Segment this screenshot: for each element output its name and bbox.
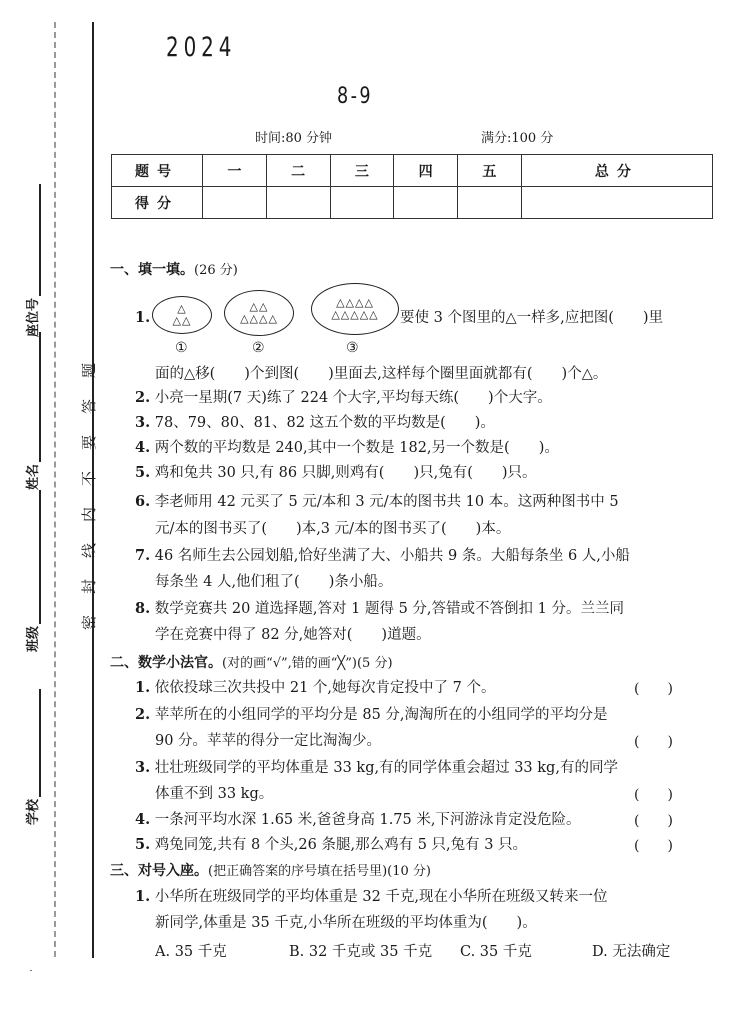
question-2-2-line-2: 90 分。苹苹的得分一定比淘淘少。 bbox=[155, 733, 382, 749]
section-2-points: (对的画“√”,错的画“╳”)(5 分) bbox=[222, 656, 393, 671]
score-table bbox=[111, 154, 713, 219]
question-1-8 bbox=[135, 599, 624, 619]
school-field[interactable] bbox=[22, 689, 41, 825]
score-cell[interactable] bbox=[203, 187, 267, 219]
q-num: 7. bbox=[135, 547, 151, 564]
seat-number-label: 座位号 bbox=[26, 297, 41, 337]
section-1-title bbox=[110, 259, 238, 279]
q-text: 李老师用 42 元买了 5 元/本和 3 元/本的图书共 10 本。这两种图书中 5 bbox=[154, 494, 619, 510]
question-1-7-line-2: 每条坐 4 人,他们租了( )条小船。 bbox=[155, 574, 393, 590]
class-field[interactable] bbox=[22, 490, 41, 652]
q-num: 1. bbox=[135, 679, 151, 696]
figure-circle-1 bbox=[152, 296, 212, 334]
option-b[interactable]: B. 32 千克或 35 千克 bbox=[289, 944, 433, 960]
answer-paren[interactable]: ( ) bbox=[634, 838, 673, 854]
score-cell[interactable] bbox=[394, 187, 458, 219]
question-1-line-1: 要使 3 个图里的△一样多,应把图( )里 bbox=[400, 310, 664, 326]
q-text: 数学竞赛共 20 道选择题,答对 1 题得 5 分,答错或不答倒扣 1 分。兰兰同 bbox=[154, 601, 624, 617]
question-1-6 bbox=[135, 492, 619, 512]
header-cell: 五 bbox=[458, 155, 522, 187]
header-cell: 一 bbox=[203, 155, 267, 187]
q-num: 6. bbox=[135, 493, 151, 510]
question-3-1-line-2: 新同学,体重是 35 千克,小华所在班级的平均体重为( )。 bbox=[155, 915, 537, 931]
school-label: 学校 bbox=[26, 798, 41, 825]
figure-circle-3 bbox=[311, 283, 399, 335]
answer-paren[interactable]: ( ) bbox=[634, 681, 673, 697]
question-1-5 bbox=[135, 463, 537, 483]
section-2-title bbox=[110, 652, 393, 672]
q-text: 苹苹所在的小组同学的平均分是 85 分,淘淘所在的小组同学的平均分是 bbox=[154, 707, 608, 723]
score-cell[interactable] bbox=[266, 187, 330, 219]
option-c[interactable]: C. 35 千克 bbox=[460, 944, 532, 960]
q-text: 78、79、80、81、82 这五个数的平均数是( )。 bbox=[154, 415, 495, 431]
score-table-header-row bbox=[112, 155, 713, 187]
question-1-7 bbox=[135, 546, 630, 566]
q-num: 1. bbox=[135, 888, 151, 905]
q-num: 5. bbox=[135, 464, 151, 481]
score-table-score-row bbox=[112, 187, 713, 219]
name-blank[interactable] bbox=[25, 332, 41, 462]
triangles-row: △△△△△ bbox=[331, 308, 379, 321]
class-blank[interactable] bbox=[25, 490, 41, 624]
q-text: 壮壮班级同学的平均体重是 33 kg,有的同学体重会超过 33 kg,有的同学 bbox=[154, 760, 618, 776]
question-1-8-line-2: 学在竞赛中得了 82 分,她答对( )道题。 bbox=[155, 627, 431, 643]
question-1-4 bbox=[135, 438, 559, 458]
header-cell: 总分 bbox=[521, 155, 712, 187]
exam-year: 2024 bbox=[166, 32, 237, 63]
header-cell: 题号 bbox=[112, 155, 203, 187]
cut-line-dashed bbox=[54, 22, 56, 957]
option-d[interactable]: D. 无法确定 bbox=[592, 944, 671, 960]
section-2-heading: 二、数学小法官。 bbox=[110, 655, 222, 671]
score-cell[interactable] bbox=[521, 187, 712, 219]
q-num: 8. bbox=[135, 600, 151, 617]
class-label: 班级 bbox=[26, 625, 41, 652]
question-2-5 bbox=[135, 835, 527, 855]
q-text: 小亮一星期(7 天)练了 224 个大字,平均每天练( )个大字。 bbox=[154, 390, 552, 406]
question-2-3-line-2: 体重不到 33 kg。 bbox=[155, 786, 274, 802]
section-1-points: (26 分) bbox=[194, 263, 238, 278]
triangles-row: △ bbox=[177, 302, 187, 315]
option-a[interactable]: A. 35 千克 bbox=[155, 944, 227, 960]
q-num: 2. bbox=[135, 389, 151, 406]
circle-3-label: ③ bbox=[346, 340, 359, 356]
question-1-2 bbox=[135, 388, 552, 408]
score-row-label: 得分 bbox=[112, 187, 203, 219]
q-num: 5. bbox=[135, 836, 151, 853]
question-2-1 bbox=[135, 678, 495, 698]
answer-paren[interactable]: ( ) bbox=[634, 813, 673, 829]
triangles-row: △△△△ bbox=[336, 296, 374, 309]
circle-1-label: ① bbox=[175, 340, 188, 356]
full-score: 满分:100 分 bbox=[481, 131, 554, 146]
q-num: 4. bbox=[135, 439, 151, 456]
time-limit: 时间:80 分钟 bbox=[255, 131, 333, 146]
question-2-4 bbox=[135, 810, 580, 830]
question-2-3 bbox=[135, 758, 618, 778]
header-cell: 四 bbox=[394, 155, 458, 187]
q-num: 4. bbox=[135, 811, 151, 828]
q-text: 小华所在班级同学的平均体重是 32 千克,现在小华所在班级又转来一位 bbox=[154, 889, 608, 905]
seal-notice: 密封线内不要答题 bbox=[80, 341, 98, 630]
name-label: 姓名 bbox=[26, 463, 41, 490]
name-field[interactable] bbox=[22, 332, 41, 490]
question-1-6-line-2: 元/本的图书买了( )本,3 元/本的图书买了( )本。 bbox=[155, 521, 511, 537]
q-num: 3. bbox=[135, 759, 151, 776]
question-2-2 bbox=[135, 705, 608, 725]
seat-number-blank[interactable] bbox=[25, 184, 41, 296]
triangles-row: △△ bbox=[249, 300, 269, 313]
q-num: 3. bbox=[135, 414, 151, 431]
seat-number-field[interactable] bbox=[22, 184, 41, 337]
q-text: 两个数的平均数是 240,其中一个数是 182,另一个数是( )。 bbox=[154, 440, 559, 456]
q-text: 46 名师生去公园划船,恰好坐满了大、小船共 9 条。大船每条坐 6 人,小船 bbox=[154, 548, 630, 564]
q-text: 依依投球三次共投中 21 个,她每次肯定投中了 7 个。 bbox=[154, 680, 496, 696]
question-1-number bbox=[135, 308, 150, 328]
score-cell[interactable] bbox=[330, 187, 394, 219]
q-text: 鸡兔同笼,共有 8 个头,26 条腿,那么鸡有 5 只,兔有 3 只。 bbox=[154, 837, 528, 853]
header-cell: 三 bbox=[330, 155, 394, 187]
q-text: 一条河平均水深 1.65 米,爸爸身高 1.75 米,下河游泳肯定没危险。 bbox=[154, 812, 581, 828]
question-1-line-2: 面的△移( )个到图( )里面去,这样每个圈里面就都有( )个△。 bbox=[155, 366, 608, 382]
section-3-points: (把正确答案的序号填在括号里)(10 分) bbox=[208, 864, 431, 879]
section-3-heading: 三、对号入座。 bbox=[110, 863, 208, 879]
q-text: 鸡和兔共 30 只,有 86 只脚,则鸡有( )只,兔有( )只。 bbox=[154, 465, 537, 481]
scan-speck bbox=[30, 970, 32, 971]
triangles-row: △△ bbox=[172, 314, 192, 327]
triangles-row: △△△△ bbox=[240, 312, 278, 325]
section-3-title bbox=[110, 860, 431, 880]
score-cell[interactable] bbox=[458, 187, 522, 219]
q-num: 2. bbox=[135, 706, 151, 723]
figure-circle-2 bbox=[224, 290, 294, 336]
school-blank[interactable] bbox=[25, 689, 41, 797]
section-1-heading: 一、填一填。 bbox=[110, 262, 194, 278]
header-cell: 二 bbox=[266, 155, 330, 187]
exam-code: 8-9 bbox=[337, 84, 373, 109]
question-3-1 bbox=[135, 887, 608, 907]
answer-paren[interactable]: ( ) bbox=[634, 787, 673, 803]
question-1-3 bbox=[135, 413, 495, 433]
q-num: 1. bbox=[135, 309, 151, 326]
answer-paren[interactable]: ( ) bbox=[634, 734, 673, 750]
circle-2-label: ② bbox=[252, 340, 265, 356]
